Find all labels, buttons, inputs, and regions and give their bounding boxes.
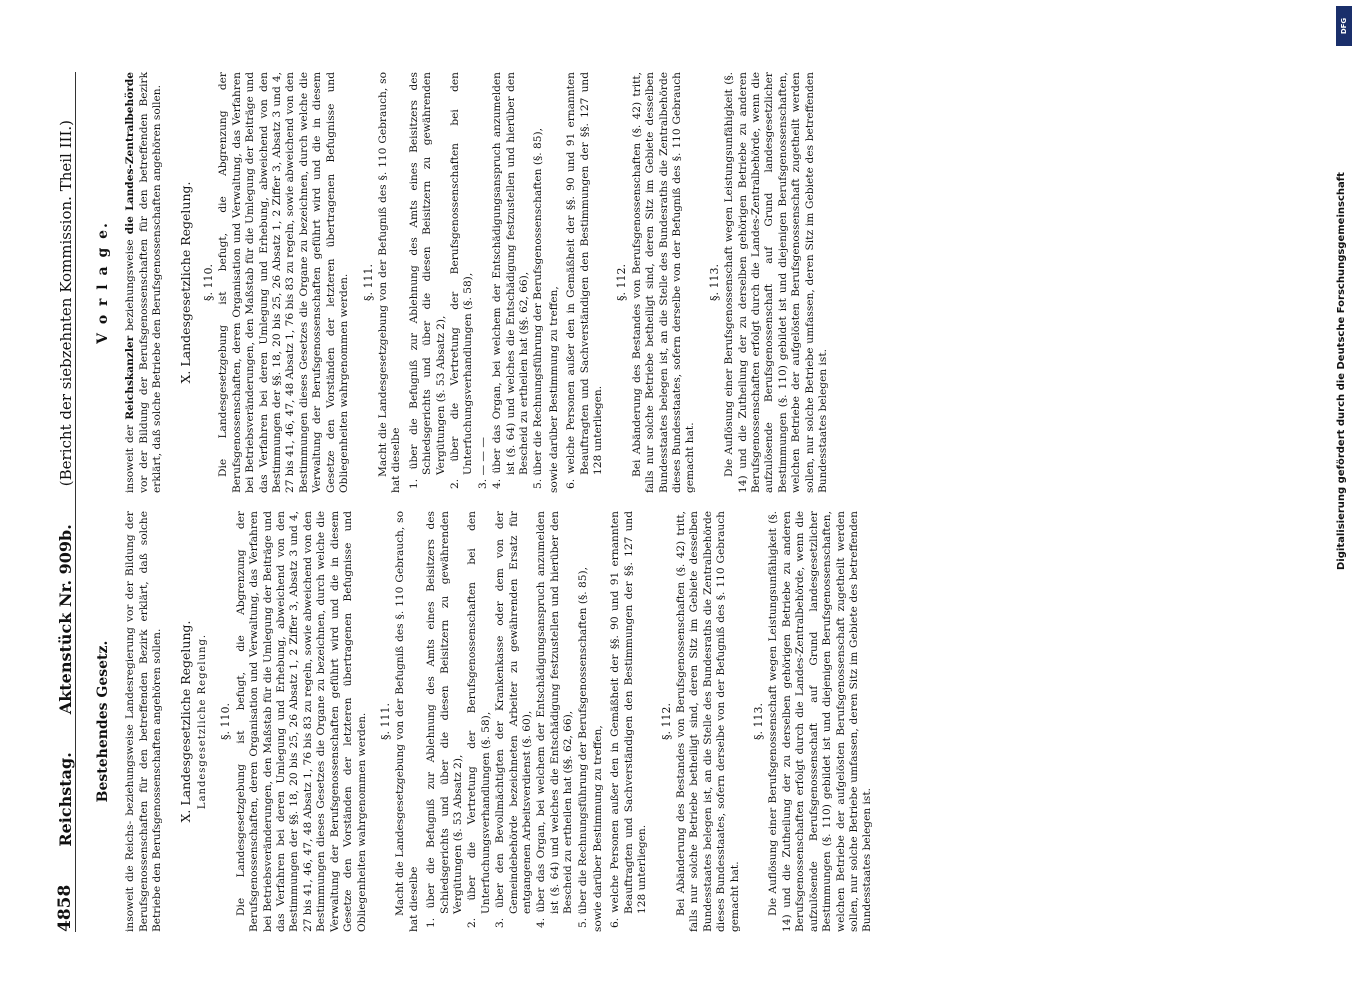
left-p111-heading: §. 111. bbox=[378, 703, 392, 740]
left-p110-heading: §. 110. bbox=[218, 703, 232, 740]
right-section-x: X. Landesgesetzliche Regelung. bbox=[177, 181, 193, 384]
right-p111-text: Macht die Landesgesetzgebung von der Befugniß des §. 110 Gebrauch, so hat dieselbe bbox=[376, 72, 402, 493]
intro-bold-zentralbehoerde: die Landes-Zentralbehörde bbox=[123, 72, 136, 235]
header-aktenstueck: Aktenstück Nr. 909b. bbox=[55, 524, 75, 715]
left-p112-text: Bei Abänderung des Bestandes von Berufsgenossenschaften (§. 42) tritt, falls nur solche Betriebe betheiligt sind, deren Sitz im Gebiete desselben Bundesstaates belegen ist, an die Stelle des Bundesraths die Zentralbehörde dieses Bundesstaates, sofern derselbe von der Befugniß des §. 110 Gebrauch gemacht hat. bbox=[674, 511, 741, 932]
right-p111-list bbox=[407, 72, 545, 493]
left-intro: insoweit die Reichs- beziehungsweise Landesregierung vor der Bildung der Berufsgenossenschaften für den betreffenden Bezirk erklärt, daß solche Betriebe den Berufsgenossenschaften angehören sollen. bbox=[123, 511, 163, 932]
document-page bbox=[27, 50, 1327, 950]
list-item: 2. über die Vertretung der Berufsgenossenschaften bei den Unterfuchungsverhandlungen (§. 58), bbox=[465, 511, 492, 928]
right-p110-heading: §. 110. bbox=[201, 264, 215, 301]
right-p112-heading: §. 112. bbox=[614, 264, 628, 301]
list-item: 5. über die Rechnungsführung der Berufsgenossenschaften (§. 85), bbox=[531, 128, 544, 489]
right-heading: V o r l a g e. bbox=[94, 221, 111, 344]
list-item: 4. über das Organ, bei welchem der Entschädigungsanspruch anzumelden ist (§. 64) und welches die Entschädigung festzustellen und hierüber den Bescheid zu ertheilen hat (§§. 62, 66), bbox=[534, 511, 574, 928]
intro-bold-reichskanzler: Reichskanzler bbox=[123, 335, 136, 420]
list-item: 1. über die Befugniß zur Ablehnung des Amts eines Beisitzers des Schiedsgerichts und über die diesen Beisitzern zu gewährenden Vergütungen (§. 53 Absatz 2), bbox=[407, 72, 447, 489]
left-section-x-sub: Landesgesetzliche Regelung. bbox=[196, 633, 208, 810]
intro-text: vor der Bildung der Berufsgenossenschaften für den betreffenden Bezirk erklärt, daß solche Betriebe den Berufsgenossenschaften angehören sollen. bbox=[137, 72, 163, 493]
right-intro bbox=[124, 72, 164, 493]
left-column bbox=[89, 511, 1309, 932]
list-item: 1. über die Befugniß zur Ablehnung des Amts eines Beisitzers des Schiedsgerichts und über die diesen Beisitzern zu gewährenden Vergütungen (§. 53 Absatz 2), bbox=[424, 511, 464, 928]
right-p111-list-2 bbox=[565, 72, 605, 493]
right-p111-mid: sowie darüber Bestimmung zu treffen, bbox=[547, 286, 560, 493]
credit-text: Digitalisierung gefördert durch die Deutsche Forschungsgemeinschaft bbox=[1336, 172, 1347, 570]
right-column bbox=[89, 72, 1309, 493]
intro-text: insoweit der bbox=[123, 424, 136, 493]
page-header bbox=[41, 72, 76, 932]
left-p111-list bbox=[425, 511, 590, 932]
list-item: 3. — — — bbox=[476, 437, 489, 489]
list-item: 6. welche Personen außer den in Gemäßheit der §§. 90 und 91 ernannten Beauftragten und Sachverständigen den Bestimmungen der §§. 127 und 128 unterliegen. bbox=[564, 72, 604, 489]
list-item: 3. über den Bevollmächtigten der Krankenkasse oder dem von der Gemeindebehörde bezeichneten Arbeiter zu gewährenden Ersatz für entgangenen Arbeitsverdienst (§. 60), bbox=[493, 511, 533, 928]
list-item: 5. über die Rechnungsführung der Berufsgenossenschaften (§. 85), bbox=[576, 567, 589, 928]
left-p112-heading: §. 112. bbox=[659, 703, 673, 740]
left-p110-text: Die Landesgesetzgebung ist befugt, die Abgrenzung der Berufsgenossenschaften, deren Organisation und Verwaltung, das Verfahren bei Betriebsveränderungen, den Maßstab für die Umlegung der Beiträge und das Verfahren bei deren Umlegung und Erhebung, abweichend von den Bestimmungen der §§. 18, 20 bis 25, 26 Absatz 1, 2 Ziffer 3, Absatz 3 und 4, 27 bis 41, 46, 47, 48 Absatz 1, 76 bis 83 zu regeln, sowie abweichend von den Bestimmungen dieses Gesetzes die Organe zu bezeichnen, durch welche die Verwaltung der Berufsgenossenschaften geführt wird und die in diesem Gesetze den Vorständen der letzteren übertragenen Befugnisse und Obliegenheiten wahrgenommen werden. bbox=[234, 511, 367, 932]
right-p113-heading: §. 113. bbox=[707, 264, 721, 301]
intro-text: beziehungsweise bbox=[123, 239, 136, 331]
left-p111-mid: sowie darüber Bestimmung zu treffen, bbox=[591, 725, 604, 932]
left-p111-text: Macht die Landesgesetzgebung von der Befugniß des §. 110 Gebrauch, so hat dieselbe bbox=[393, 511, 420, 932]
dfg-logo-text: DFG bbox=[1340, 17, 1348, 35]
left-section-x: X. Landesgesetzliche Regelung. bbox=[177, 620, 193, 823]
left-heading: Bestehendes Gesetz. bbox=[94, 640, 111, 803]
left-p113-heading: §. 113. bbox=[751, 703, 765, 740]
left-p113-text: Die Auflösung einer Berufsgenossenschaft wegen Leistungsunfähigkeit (§. 14) und die Zutheilung der zu derselben gehörigen Betriebe zu anderen Berufsgenossenschaften erfolgt durch die Landes-Zentralbehörde, wenn die aufzulösende Berufsgenossenschaft auf Grund landesgesetzlicher Bestimmungen (§. 110) gebildet ist und diejenigen Berufsgenossenschaften, welchen Betriebe der aufgelösten Berufsgenossenschaft zugetheilt werden sollen, nur solche Betriebe umfassen, deren Sitz im Gebiete des betreffenden Bundesstaates belegen ist. bbox=[766, 511, 873, 932]
list-item: 4. über das Organ, bei welchem der Entschädigungsanspruch anzumelden ist (§. 64) und welches die Entschädigung festzustellen und hierüber den Bescheid zu ertheilen hat (§§. 62, 66), bbox=[490, 72, 530, 489]
right-p113-text: Die Auflösung einer Berufsgenossenschaft wegen Leistungsunfähigkeit (§. 14) und die Zutheilung der zu derselben gehörigen Betriebe zu anderen Berufsgenossenschaften erfolgt durch die Landes-Zentralbehörde, wenn die aufzulösende Berufsgenossenschaft auf Grund landesgesetzlicher Bestimmungen (§. 110) gebildet ist und diejenigen Berufsgenossenschaften, welchen Betriebe der aufgelösten Berufsgenossenschaft zugetheilt werden sollen, nur solche Betriebe umfassen, deren Sitz im Gebiete des betreffenden Bundesstaates belegen ist. bbox=[722, 72, 829, 493]
page-number: 4858 bbox=[54, 884, 75, 932]
list-item: 2. über die Vertretung der Berufsgenossenschaften bei den Unterfuchungsverhandlungen (§. 58), bbox=[448, 72, 474, 489]
right-p112-text: Bei Abänderung des Bestandes von Berufsgenossenschaften (§. 42) tritt, falls nur solche Betriebe betheiligt sind, deren Sitz im Gebiete desselben Bundesstaates belegen ist, an die Stelle des Bundesraths die Zentralbehörde dieses Bundesstaates, sofern derselbe von der Befugniß des §. 110 Gebrauch gemacht hat. bbox=[630, 72, 696, 493]
dfg-logo bbox=[1336, 6, 1352, 46]
header-bericht: (Bericht der siebzehnten Kommission. Theil III.) bbox=[56, 119, 75, 487]
columns bbox=[89, 72, 1309, 932]
list-item: 6. welche Personen außer den in Gemäßheit der §§. 90 und 91 ernannten Beauftragten und Sachverständigen den Bestimmungen der §§. 127 und 128 unterliegen. bbox=[608, 511, 648, 928]
header-reichstag: Reichstag. bbox=[55, 752, 75, 847]
right-p111-heading: §. 111. bbox=[361, 264, 374, 301]
left-p111-list-2 bbox=[609, 511, 649, 932]
digitization-credit bbox=[1336, 50, 1352, 570]
right-p110-text: Die Landesgesetzgebung ist befugt, die Abgrenzung der Berufsgenossenschaften, deren Organisation und Verwaltung, das Verfahren bei Betriebsveränderungen, den Maßstab für die Umlegung der Beiträge und das Verfahren bei deren Umlegung und Erhebung, abweichend von den Bestimmungen der §§. 18, 20 bis 25, 26 Absatz 1, 2 Ziffer 3, Absatz 3 und 4, 27 bis 41, 46, 47, 48 Absatz 1, 76 bis 83 zu regeln, sowie abweichend von den Bestimmungen dieses Gesetzes die Organe zu bezeichnen, durch welche die Verwaltung der Berufsgenossenschaften geführt wird und die in diesem Gesetze den Vorständen der letzteren übertragenen Befugnisse und Obliegenheiten wahrgenommen werden. bbox=[216, 72, 350, 493]
